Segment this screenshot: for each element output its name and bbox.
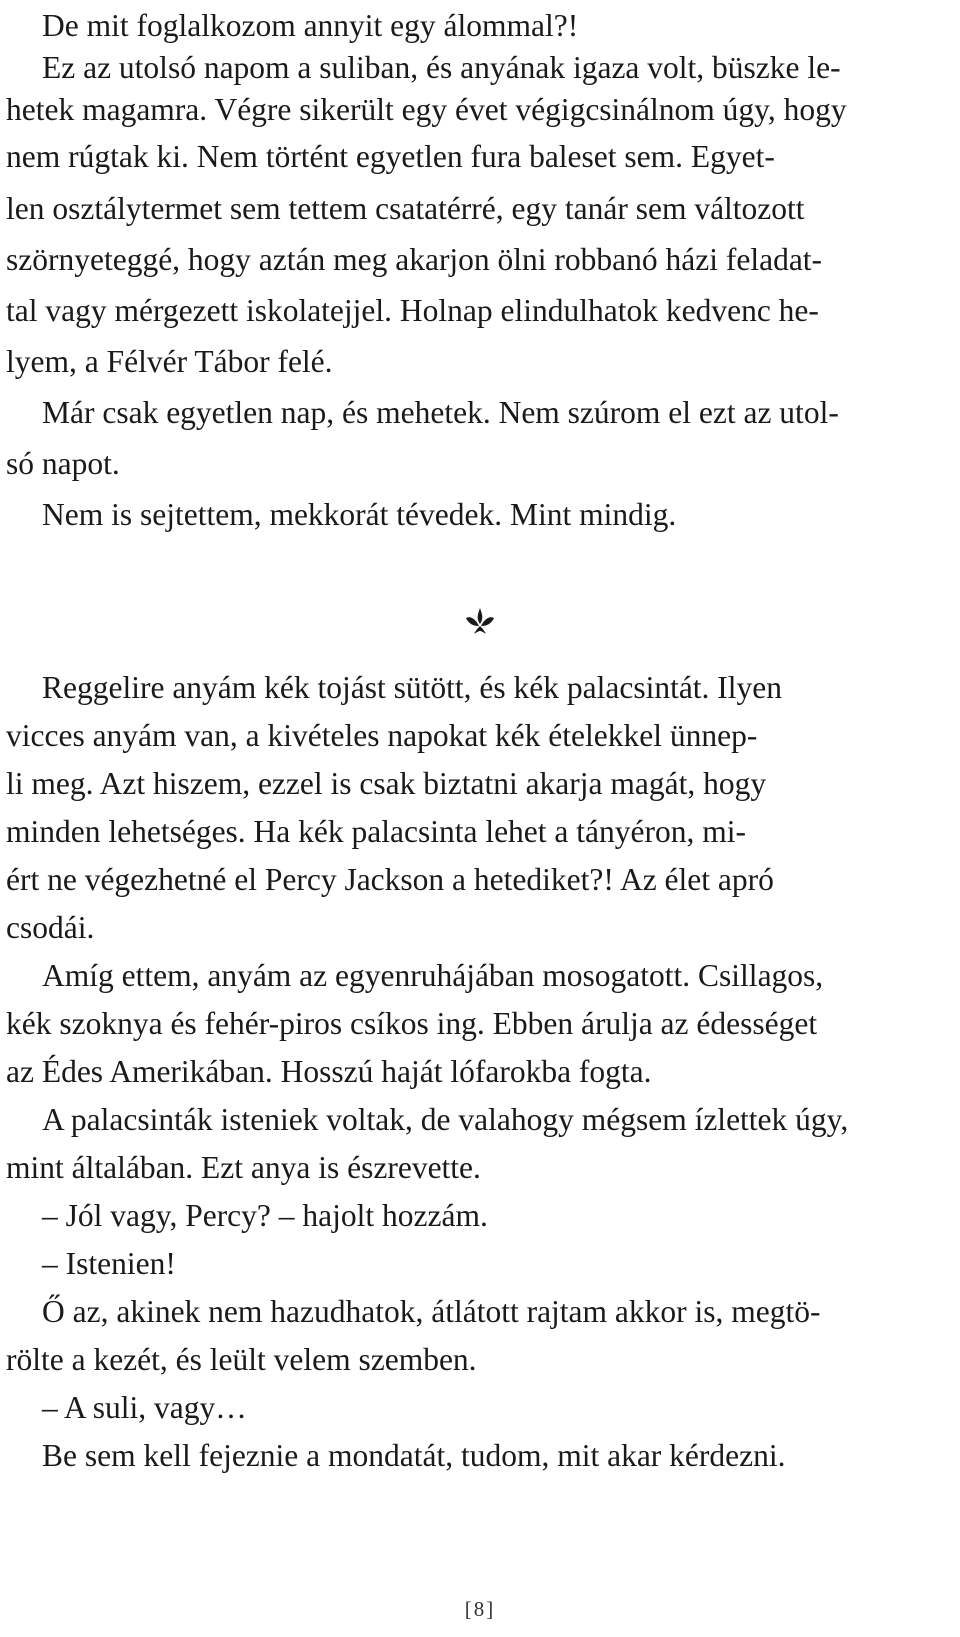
- page-number: [8]: [464, 1597, 496, 1621]
- text-line: mint általában. Ezt anya is észrevette.: [6, 1150, 481, 1185]
- text-line: Ez az utolsó napom a suliban, és anyának igaza volt, büszke le-: [42, 50, 841, 85]
- text-line: vicces anyám van, a kivételes napokat kék ételekkel ünnep-: [6, 718, 758, 753]
- text-line: az Édes Amerikában. Hosszú haját lófarokba fogta.: [6, 1054, 652, 1089]
- text-line: Ő az, akinek nem hazudhatok, átlátott rajtam akkor is, megtö-: [42, 1294, 821, 1329]
- text-line: – Istenien!: [42, 1246, 176, 1281]
- text-line: A palacsinták isteniek voltak, de valahogy mégsem ízlettek úgy,: [42, 1102, 849, 1137]
- text-line: Be sem kell fejeznie a mondatát, tudom, mit akar kérdezni.: [42, 1438, 786, 1473]
- text-line: li meg. Azt hiszem, ezzel is csak biztatni akarja magát, hogy: [6, 766, 767, 801]
- fleuron-icon: [462, 606, 498, 636]
- text-line: nem rúgtak ki. Nem történt egyetlen fura baleset sem. Egyet-: [6, 139, 775, 174]
- text-line: csodái.: [6, 910, 95, 945]
- text-line: só napot.: [6, 446, 120, 481]
- text-line: ért ne végezhetné el Percy Jackson a hetediket?! Az élet apró: [6, 862, 774, 897]
- text-line: szörnyeteggé, hogy aztán meg akarjon ölni robbanó házi feladat-: [6, 242, 823, 277]
- text-line: – A suli, vagy…: [42, 1390, 247, 1425]
- text-line: Reggelire anyám kék tojást sütött, és kék palacsintát. Ilyen: [42, 670, 783, 705]
- text-line: rölte a kezét, és leült velem szemben.: [6, 1342, 477, 1377]
- text-line: tal vagy mérgezett iskolatejjel. Holnap elindulhatok kedvenc he-: [6, 293, 819, 328]
- text-line: hetek magamra. Végre sikerült egy évet végigcsinálnom úgy, hogy: [6, 92, 847, 127]
- text-line: Amíg ettem, anyám az egyenruhájában mosogatott. Csillagos,: [42, 958, 824, 993]
- text-line: – Jól vagy, Percy? – hajolt hozzám.: [42, 1198, 488, 1233]
- text-line: lyem, a Félvér Tábor felé.: [6, 344, 333, 379]
- text-line: minden lehetséges. Ha kék palacsinta lehet a tányéron, mi-: [6, 814, 746, 849]
- text-line: De mit foglalkozom annyit egy álommal?!: [42, 8, 579, 43]
- text-line: kék szoknya és fehér-piros csíkos ing. Ebben árulja az édességet: [6, 1006, 818, 1041]
- text-line: Nem is sejtettem, mekkorát tévedek. Mint mindig.: [42, 497, 677, 532]
- text-line: len osztálytermet sem tettem csatatérré, egy tanár sem változott: [6, 191, 805, 226]
- text-line: Már csak egyetlen nap, és mehetek. Nem szúrom el ezt az utol-: [42, 395, 839, 430]
